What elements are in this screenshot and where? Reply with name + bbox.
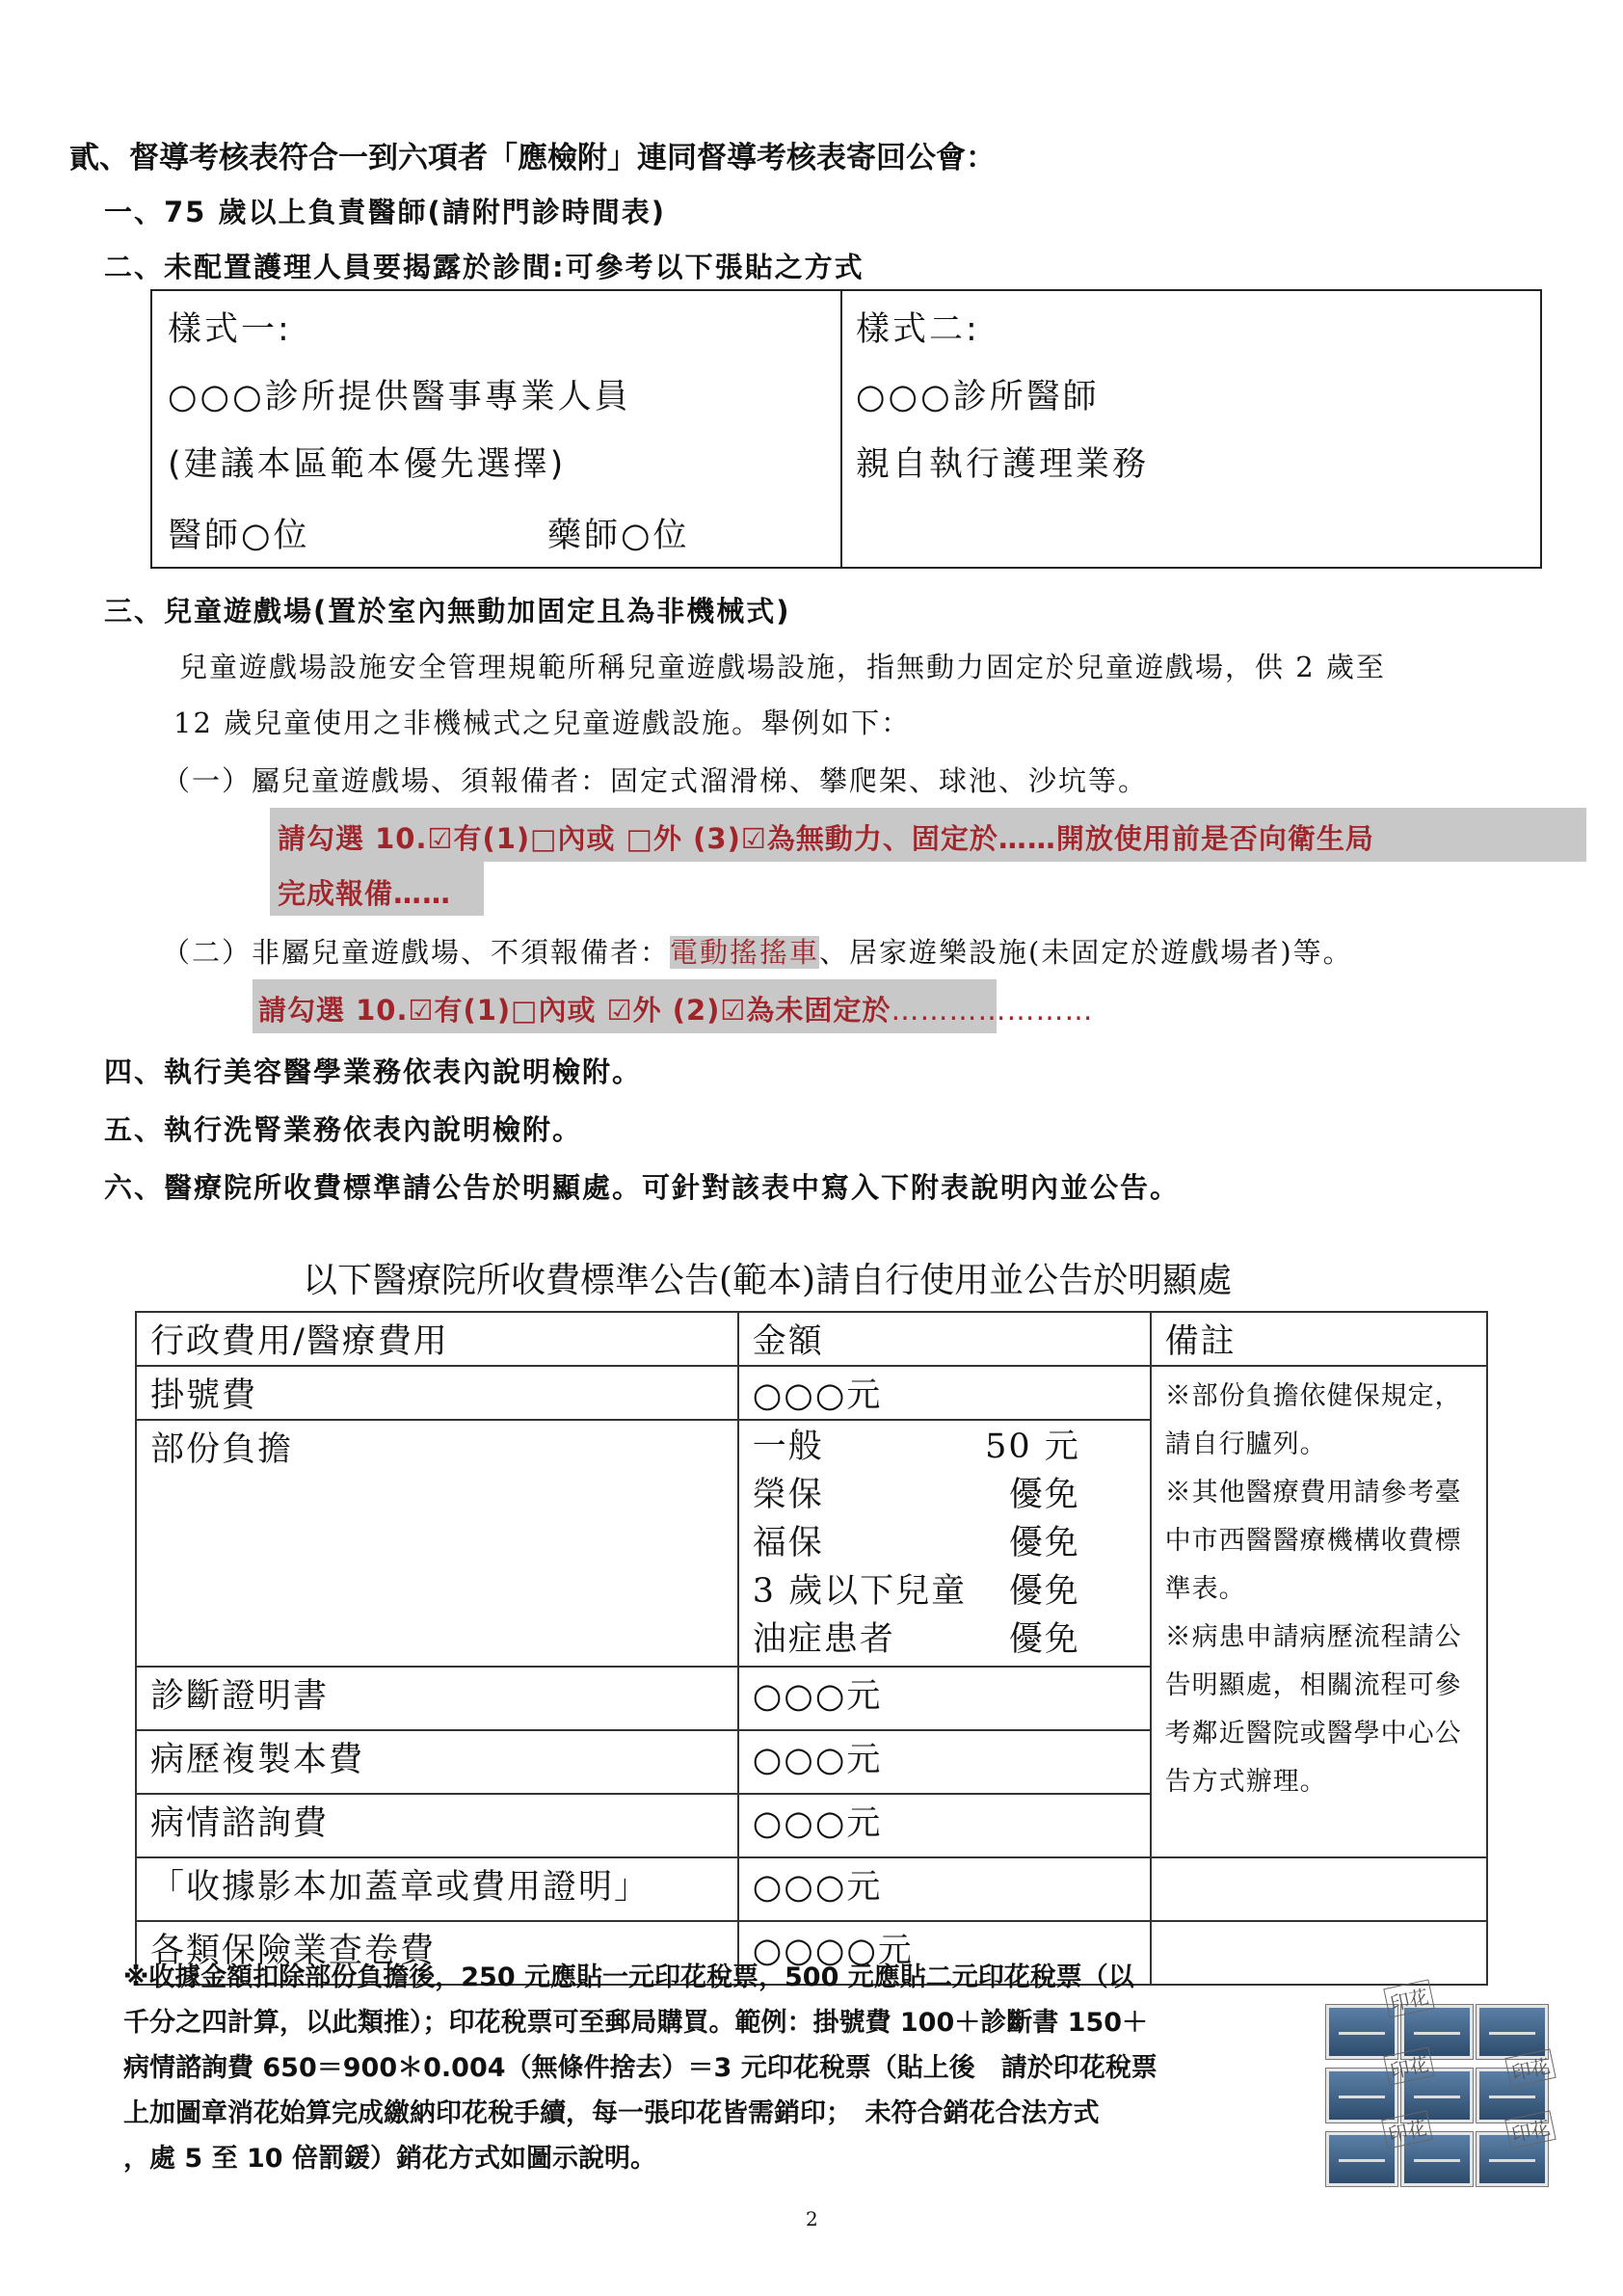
section-heading: 貳、督導考核表符合一到六項者「應檢附」連同督導考核表寄回公會： <box>69 141 996 175</box>
item-5: 五、執行洗腎業務依表內說明檢附。 <box>104 1113 583 1146</box>
item-3-desc-line2: 12 歲兒童使用之非機械式之兒童遊戲設施。舉例如下： <box>173 707 912 739</box>
revenue-stamp <box>1326 2005 1397 2059</box>
item-3-sub1-note-line1: 請勾選 10.☑有(1)□內或 □外 (3)☑為無動力、固定於……開放使用前是否向衛生局 <box>278 822 1374 855</box>
item-3-sub2-red: 電動搖搖車 <box>670 936 820 969</box>
remark-item: ※部份負擔依健保規定，請自行臚列。 <box>1164 1381 1462 1459</box>
empty-remark <box>1151 1921 1487 1985</box>
header-item: 行政費用/醫療費用 <box>136 1312 738 1366</box>
cancel-mark: 印花 <box>1383 1979 1434 2017</box>
row-amount: ○○○元 <box>738 1366 1151 1420</box>
row-item: 掛號費 <box>136 1366 738 1420</box>
sample-two-line1: ○○○診所醫師 <box>856 378 1100 416</box>
item-4: 四、執行美容醫學業務依表內說明檢附。 <box>104 1055 643 1088</box>
item-3-sub2 <box>162 931 1353 971</box>
sample-two-line2: 親自執行護理業務 <box>856 445 1150 484</box>
item-3-desc-line1: 兒童遊戲場設施安全管理規範所稱兒童遊戲場設施，指無動力固定於兒童遊戲場，供 2 歲至 <box>179 651 1386 683</box>
cancel-mark: 印花 <box>1504 2110 1556 2149</box>
sample-two-title: 樣式二: <box>856 310 980 349</box>
copay-value: 優免 <box>1008 1572 1080 1611</box>
row-amount: ○○○元 <box>738 1730 1151 1794</box>
header-amount: 金額 <box>738 1312 1151 1366</box>
sample-one-line1: ○○○診所提供醫事專業人員 <box>168 378 631 416</box>
item-3: 三、兒童遊戲場(置於室內無動加固定且為非機械式) <box>104 595 791 627</box>
row-item: 診斷證明書 <box>136 1667 738 1730</box>
footnote-line: 病情諮詢費 650＝900＊0.004（無條件捨去）＝3 元印花稅票（貼上後 請於印花稅票 <box>123 2053 1157 2083</box>
copay-label: 福保 <box>752 1524 824 1562</box>
row-item: 「收據影本加蓋章或費用證明」 <box>136 1857 738 1921</box>
signage-sample-box <box>150 289 1542 569</box>
fee-table <box>135 1311 1488 1986</box>
copay-label: 一般 <box>752 1428 824 1466</box>
item-1: 一、75 歲以上負責醫師(請附門診時間表) <box>104 196 666 228</box>
cancel-mark: 印花 <box>1381 2110 1432 2149</box>
copay-row <box>753 1423 1080 1471</box>
copay-value: 優免 <box>1008 1620 1080 1659</box>
table-row <box>136 1857 1487 1921</box>
row-amount: ○○○○元 <box>738 1921 1151 1985</box>
footnote-line: ※收據金額扣除部份負擔後，250 元應貼一元印花稅票，500 元應貼二元印花稅票（以 <box>123 1962 1134 1992</box>
copay-label: 油症患者 <box>752 1620 895 1659</box>
row-item: 病歷複製本費 <box>136 1730 738 1794</box>
remark-item: ※病患申請病歷流程請公告明顯處，相關流程可參考鄰近醫院或醫學中心公告方式辦理。 <box>1164 1622 1462 1797</box>
copay-row <box>753 1615 1080 1664</box>
item-2: 二、未配置護理人員要揭露於診間:可參考以下張貼之方式 <box>104 251 865 283</box>
cancel-mark: 印花 <box>1504 2048 1556 2087</box>
header-remark: 備註 <box>1151 1312 1487 1366</box>
sample-divider <box>840 291 842 567</box>
footnote-line: 千分之四計算，以此類推）；印花稅票可至郵局購買。範例：掛號費 100＋診斷書 150＋ <box>123 2008 1149 2038</box>
table-row <box>136 1366 1487 1420</box>
copay-value: 50 元 <box>985 1428 1080 1466</box>
item-3-sub2-note-dots: ………………… <box>891 994 1094 1027</box>
footnote-line: 上加圖章消花始算完成繳納印花稅手續，每一張印花皆需銷印； 未符合銷花合法方式 <box>123 2098 1100 2128</box>
item-3-sub2-note-text: 請勾選 10.☑有(1)□內或 ☑外 (2)☑為未固定於 <box>258 994 891 1027</box>
footnote <box>123 1955 1157 2181</box>
table-header-row <box>136 1312 1487 1366</box>
sample-one-pharmacist: 藥師○位 <box>547 517 690 555</box>
stamp-illustration <box>1318 1984 1553 2186</box>
copay-cell <box>738 1420 1151 1667</box>
row-item: 各類保險業查卷費 <box>136 1921 738 1985</box>
item-3-sub1-note-line2: 完成報備…… <box>278 877 452 910</box>
item-6: 六、醫療院所收費標準請公告於明顯處。可針對該表中寫入下附表說明內並公告。 <box>104 1171 1181 1204</box>
copay-row <box>753 1519 1080 1567</box>
row-amount: ○○○元 <box>738 1794 1151 1857</box>
copay-value: 優免 <box>1008 1476 1080 1514</box>
page-number: 2 <box>806 2207 818 2230</box>
copay-value: 優免 <box>1008 1524 1080 1562</box>
remarks-cell <box>1151 1366 1487 1857</box>
fee-table-title: 以下醫療院所收費標準公告(範本)請自行使用並公告於明顯處 <box>303 1261 1233 1300</box>
item-3-sub2-note <box>258 989 1093 1028</box>
sample-one-line2: (建議本區範本優先選擇) <box>168 445 567 484</box>
item-3-sub2-suffix: 、居家遊樂設施(未固定於遊戲場者)等。 <box>819 936 1353 969</box>
cancel-mark: 印花 <box>1383 2046 1434 2085</box>
sample-one-doctor: 醫師○位 <box>168 517 310 555</box>
row-item: 病情諮詢費 <box>136 1794 738 1857</box>
row-item: 部份負擔 <box>136 1420 738 1667</box>
row-amount: ○○○元 <box>738 1857 1151 1921</box>
item-3-sub2-prefix: （二）非屬兒童遊戲場、不須報備者： <box>162 936 671 969</box>
copay-row <box>753 1471 1080 1519</box>
copay-label: 榮保 <box>752 1476 824 1514</box>
empty-remark <box>1151 1857 1487 1921</box>
item-3-sub1: （一）屬兒童遊戲場、須報備者：固定式溜滑梯、攀爬架、球池、沙坑等。 <box>162 764 1149 797</box>
copay-row <box>753 1567 1080 1615</box>
copay-label: 3 歲以下兒童 <box>752 1572 968 1611</box>
footnote-line: ，處 5 至 10 倍罰鍰）銷花方式如圖示說明。 <box>123 2144 656 2174</box>
sample-one-title: 樣式一: <box>168 310 292 349</box>
remark-item: ※其他醫療費用請參考臺中市西醫醫療機構收費標準表。 <box>1164 1478 1462 1604</box>
row-amount: ○○○元 <box>738 1667 1151 1730</box>
